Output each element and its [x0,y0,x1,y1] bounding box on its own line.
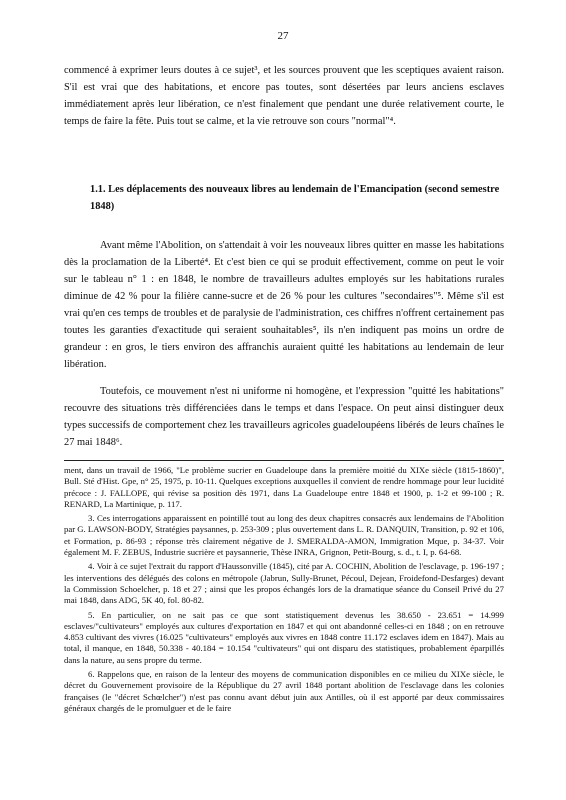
footnote-5: 5. En particulier, on ne sait pas ce que sont statistiquement devenus les 38.650 - 23.651 = 14.999 esclaves/"cultivateurs" employés aux cultures d'exportation en 1847 et qui ont abandonné celles-ci en 1848 ; on en retrouve 4.853 cultivant des vivres (16.025 "cultivateurs" employés aux vivres en 1848 contre 11.172 esclaves idem en 1847). Mais au total, il manque, en 1848, 50.338 - 40.184 = 10.154 "cultivateurs" qui ont disparu des statistiques, probablement éparpillés dans la nature, au sens propre du terme. [64,609,504,665]
footnote-4: 4. Voir à ce sujet l'extrait du rapport d'Haussonville (1845), cité par A. COCHIN, Abolition de l'esclavage, p. 196-197 ; les interventions des délégués des colons en métropole (Jabrun, Sully-Brunet, Pécoul, Dejean, Froidefond-Desfarges) devant la Commission Schoelcher, p. 18 et 27 ; ainsi que les propos échangés lors de la dramatique séance du Conseil Privé du 27 mai 1848, dans ADG, 5K 40, fol. 80-82. [64,561,504,606]
footnote-separator [64,460,504,461]
section-heading: 1.1. Les déplacements des nouveaux libres au lendemain de l'Emancipation (second semestre 1848) [90,184,500,212]
body-paragraph-2 [64,237,504,373]
body-paragraph-3 [64,383,504,451]
footnotes [64,465,504,717]
footnote-continued: ment, dans un travail de 1966, "Le problème sucrier en Guadeloupe dans la première moitié du XIXe siècle (1815-1860)", Bull. Sté d'Hist. Gpe, n° 25, 1975, p. 10-11. Quelques exceptions auxquelles il convient de rendre hommage pour leur lucidité précoce : J. FALLOPE, qui révise sa position dès 1971, dans La Guadeloupe entre 1848 et 1900, p. 1-2 et 99-100 ; R. RENARD, La Martinique, p. 117. [64,465,504,509]
body-paragraph-1 [64,62,504,130]
paragraph-2-text: Avant même l'Abolition, on s'attendait à voir les nouveaux libres quitter en masse les habitations dès la proclamation de la Liberté⁴. Et c'est bien ce qui se produit effectivement, comme on peut le voir sur le tableau n° 1 : en 1848, le nombre de travailleurs adultes employés sur les habitations rurales diminue de 42 % pour la filière canne-sucre et de 26 % pour les cultures "secondaires"⁵. Même s'il est vrai qu'en ces temps de troubles et de paralysie de l'administration, ces chiffres n'offrent certainement pas toutes les garanties d'exactitude qui seraient souhaitables⁵, ils n'en indiquent pas moins un ordre de grandeur : en gros, le tiers environ des affranchis auraient quitté les habitations au lendemain de leur libération. [64,240,504,370]
paragraph-3-text: Toutefois, ce mouvement n'est ni uniforme ni homogène, et l'expression "quitté les habitations" recouvre des situations très différenciées dans le temps et dans l'espace. On peut ainsi distinguer deux types successifs de comportement chez les travailleurs agricoles guadeloupéens libérés de leurs chaînes le 27 mai 1848⁶. [64,386,504,448]
page-number: 27 [277,30,289,42]
footnote-6: 6. Rappelons que, en raison de la lenteur des moyens de communication disponibles en ce milieu du XIXe siècle, le décret du Gouvernement provisoire de la République du 27 avril 1848 portant abolition de l'esclavage dans les colonies françaises (le "décret Schœlcher") n'est pas connu avant début juin aux Antilles, où il est apporté par deux commissaires généraux chargés de le promulguer et de le faire [64,669,504,713]
paragraph-1-text: commencé à exprimer leurs doutes à ce sujet³, et les sources prouvent que les sceptiques avaient raison. S'il est vrai que des habitations, et encore pas toutes, sont désertées par leurs anciens esclaves immédiatement après leur libération, ce n'est finalement que pendant une durée relativement courte, le temps de faire la fête. Puis tout se calme, et la vie retrouve son cours "normal"⁴. [64,65,504,127]
footnote-3: 3. Ces interrogations apparaissent en pointillé tout au long des deux chapitres consacrés aux lendemains de l'Abolition par G. LAWSON-BODY, Stratégies paysannes, p. 253-309 ; plus ouvertement dans L. R. DANQUIN, Transition, p. 92 et 106, et Formation, p. 86-93 ; réponse très clairement négative de J. SMERALDA-AMON, Immigration Mque, p. 34-37. Voir également M. F. ZEBUS, Industrie sucrière et paysannerie, Thèse INRA, Grignon, Petit-Bourg, s. d., t. I, p. 64-68. [64,513,504,558]
